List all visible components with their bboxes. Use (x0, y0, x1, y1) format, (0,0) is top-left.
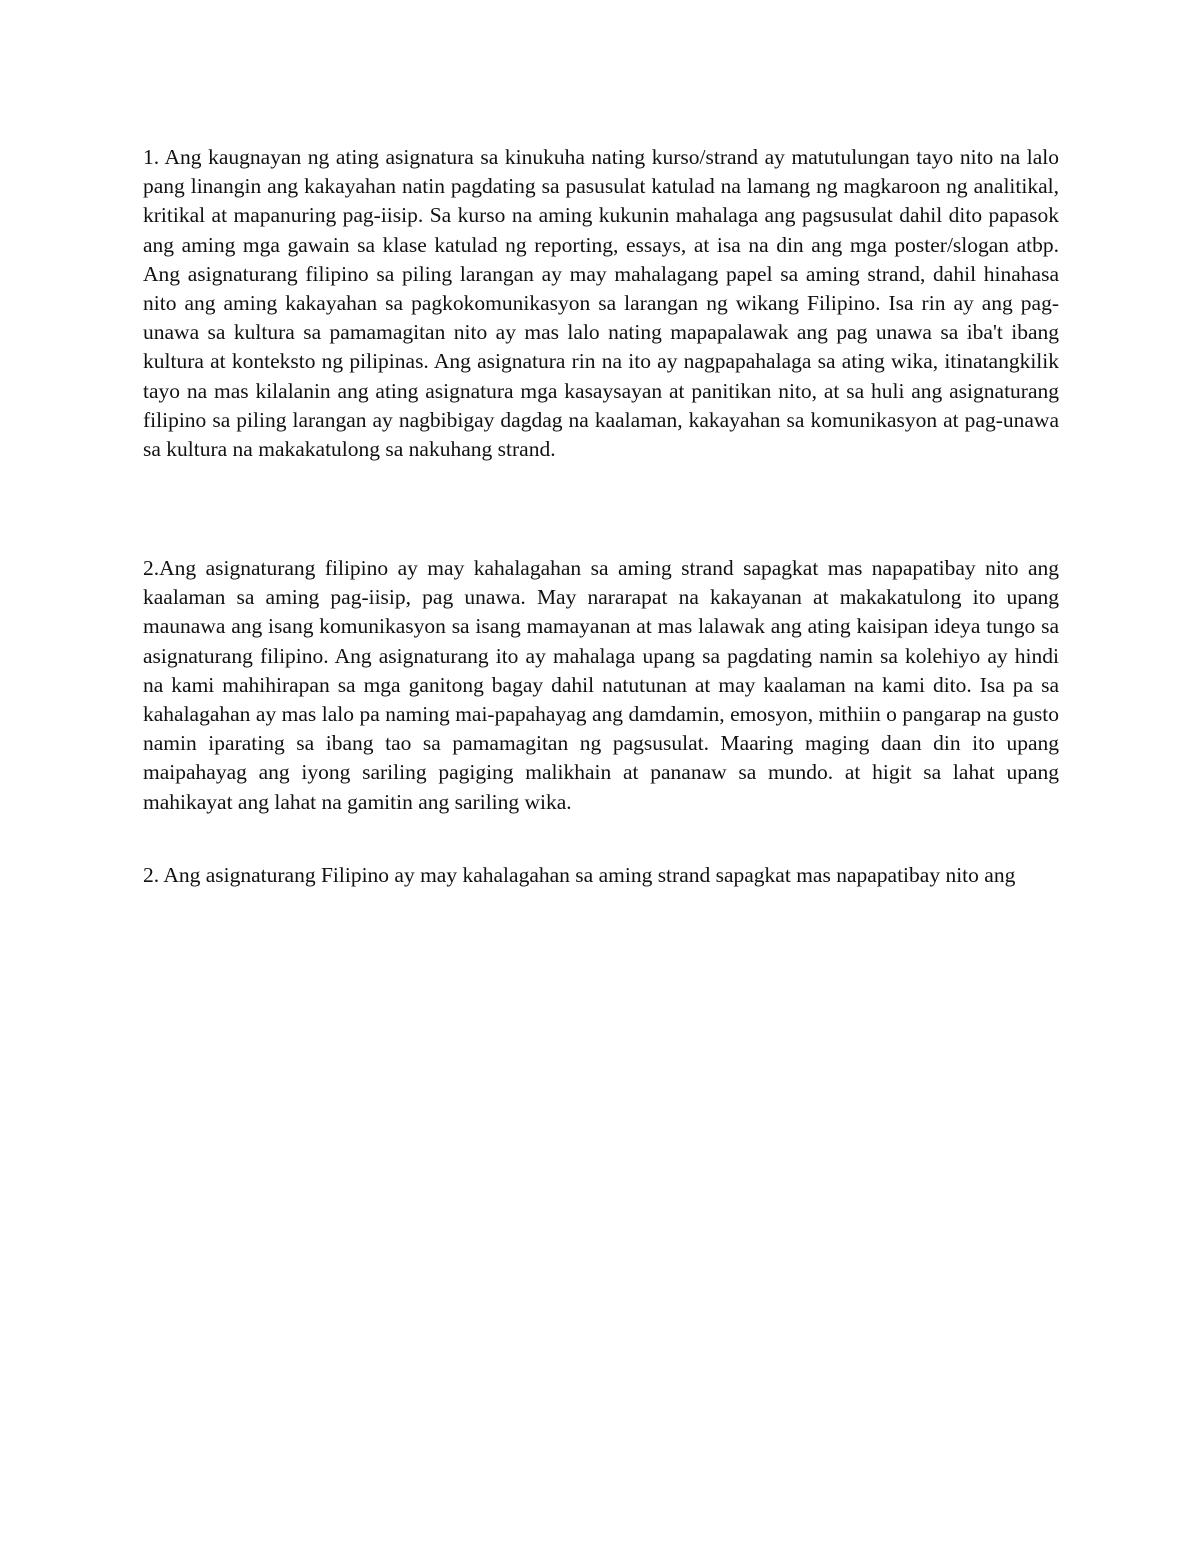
paragraph-2: 2.Ang asignaturang filipino ay may kahalagahan sa aming strand sapagkat mas napapatibay nito ang kaalaman sa aming pag-iisip, pag unawa. May nararapat na kakayanan at makakatulong ito upang maunawa ang isang komunikasyon sa isang mamayanan at mas lalawak ang ating kaisipan ideya tungo sa asignaturang filipino. Ang asignaturang ito ay mahalaga upang sa pagdating namin sa kolehiyo ay hindi na kami mahihirapan sa mga ganitong bagay dahil natutunan at may kaalaman na kami dito. Isa pa sa kahalagahan ay mas lalo pa naming mai-papahayag ang damdamin, emosyon, mithiin o pangarap na gusto namin iparating sa ibang tao sa pamamagitan ng pagsusulat. Maaring maging daan din ito upang maipahayag ang iyong sariling pagiging malikhain at pananaw sa mundo. at higit sa lahat upang mahikayat ang lahat na gamitin ang sariling wika. (143, 556, 1059, 814)
paragraph-3: 2. Ang asignaturang Filipino ay may kahalagahan sa aming strand sapagkat mas napapatibay nito ang (143, 863, 1016, 887)
paragraph-1: 1. Ang kaugnayan ng ating asignatura sa kinukuha nating kurso/strand ay matutulungan tayo nito na lalo pang linangin ang kakayahan natin pagdating sa pasusulat katulad na lamang ng magkaroon ng analitikal, kritikal at mapanuring pag-iisip. Sa kurso na aming kukunin mahalaga ang pagsusulat dahil dito papasok ang aming mga gawain sa klase katulad ng reporting, essays, at isa na din ang mga poster/slogan atbp. Ang asignaturang filipino sa piling larangan ay may mahalagang papel sa aming strand, dahil hinahasa nito ang aming kakayahan sa pagkokomunikasyon sa larangan ng wikang Filipino. Isa rin ay ang pag-unawa sa kultura sa pamamagitan nito ay mas lalo nating mapapalawak ang pag unawa sa iba't ibang kultura at konteksto ng pilipinas. Ang asignatura rin na ito ay nagpapahalaga sa ating wika, itinatangkilik tayo na mas kilalanin ang ating asignatura mga kasaysayan at panitikan nito, at sa huli ang asignaturang filipino sa piling larangan ay nagbibigay dagdag na kaalaman, kakayahan sa komunikasyon at pag-unawa sa kultura na makakatulong sa nakuhang strand. (143, 145, 1059, 462)
